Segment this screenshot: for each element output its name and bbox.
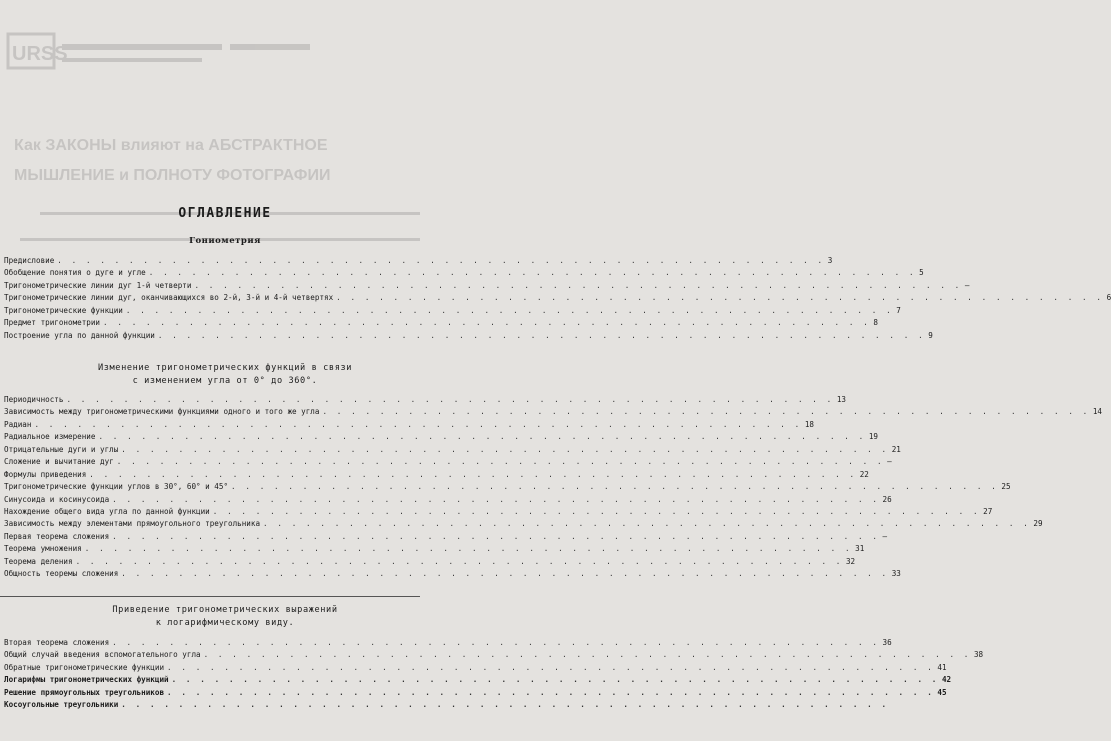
section-divider [0,596,420,597]
toc-entry-title: Радиальное измерение [4,432,96,442]
toc-entry-page: 21 [891,444,901,454]
toc-entry [4,292,1111,304]
toc-entry-title: Теорема умножения [4,544,82,554]
dot-leader: . . . . . . . . . . . . . . . . . . . . . . . . . . . . . . . . . . . . . . . . . . . . . . . . . . . . . . [112,531,880,541]
dot-leader: . . . . . . . . . . . . . . . . . . . . . . . . . . . . . . . . . . . . . . . . . . . . . . . . . . . . . . [263,519,1031,529]
toc-entry-page: 25 [1001,482,1011,492]
dot-leader: . . . . . . . . . . . . . . . . . . . . . . . . . . . . . . . . . . . . . . . . . . . . . . . . . . . . . . [89,469,857,479]
toc-entry-page: 41 [937,662,947,672]
toc-entry [4,649,984,661]
toc-entry-page: 27 [983,506,993,516]
ghost-logo: URSS [12,43,68,65]
toc-entry [4,406,1103,418]
dot-leader: . . . . . . . . . . . . . . . . . . . . . . . . . . . . . . . . . . . . . . . . . . . . . . . . . . . . . . [157,330,926,340]
section-heading-line: с изменением угла от 0° до 360°. [132,376,318,386]
toc-entry [4,280,970,292]
toc-title: ОГЛАВЛЕНИЕ [178,206,272,221]
toc-entry-page: 38 [973,650,984,660]
toc-entry-title: Зависимость между тригонометрическими функциями одного и того же угла [4,407,320,417]
toc-entry [4,518,1043,530]
dot-leader: . . . . . . . . . . . . . . . . . . . . . . . . . . . . . . . . . . . . . . . . . . . . . . . . . . . . . . [203,650,971,660]
ghost-line-1: Как ЗАКОНЫ влияют на АБСТРАКТНОЕ [14,137,328,154]
dot-leader: . . . . . . . . . . . . . . . . . . . . . . . . . . . . . . . . . . . . . . . . . . . . . . . . . . . . . . [212,506,981,516]
dot-leader: . . . . . . . . . . . . . . . . . . . . . . . . . . . . . . . . . . . . . . . . . . . . . . . . . . . . . . [121,700,889,710]
toc-subtitle: Гониометрия [189,236,261,246]
toc-entry [4,568,901,580]
toc-entry-title: Радиан [4,419,32,429]
toc-entry-page: 45 [937,687,947,697]
toc-section-1 [4,255,1111,342]
toc-entry [4,556,856,568]
toc-entry [4,317,878,329]
toc-entry-title: Тригонометрические линии дуг 1-й четверти [4,280,192,290]
dot-leader: . . . . . . . . . . . . . . . . . . . . . . . . . . . . . . . . . . . . . . . . . . . . . . . . . . . . . . [121,569,889,579]
toc-entry [4,305,901,317]
dot-leader: . . . . . . . . . . . . . . . . . . . . . . . . . . . . . . . . . . . . . . . . . . . . . . . . . . . . . . [98,432,866,442]
section-heading-line: к логарифмическому виду. [155,618,295,628]
toc-entry-page: 26 [882,494,892,504]
toc-entry [4,481,1011,493]
toc-entry-title: Периодичность [4,395,64,404]
toc-entry-title: Предисловие [4,256,55,265]
toc-entry [4,637,892,649]
dot-leader: . . . . . . . . . . . . . . . . . . . . . . . . . . . . . . . . . . . . . . . . . . . . . . . . . . . . . . [34,419,802,429]
dot-leader: . . . . . . . . . . . . . . . . . . . . . . . . . . . . . . . . . . . . . . . . . . . . . . . . . . . . . . [66,395,834,404]
toc-entry-page: 5 [919,268,924,278]
dot-leader: . . . . . . . . . . . . . . . . . . . . . . . . . . . . . . . . . . . . . . . . . . . . . . . . . . . . . . [148,268,917,278]
toc-entry-page: 8 [873,318,878,328]
toc-entry-page: 13 [836,395,846,404]
dot-leader: . . . . . . . . . . . . . . . . . . . . . . . . . . . . . . . . . . . . . . . . . . . . . . . . . . . . . . [336,293,1104,303]
toc-section-2 [4,394,1103,581]
dot-leader: . . . . . . . . . . . . . . . . . . . . . . . . . . . . . . . . . . . . . . . . . . . . . . . . . . . . . . [167,662,935,672]
ghost-line-2: МЫШЛЕНИЕ и ПОЛНОТУ ФОТОГРАФИИ [14,167,331,184]
toc-entry-title: Обобщение понятия о дуге и угле [4,268,146,278]
toc-section-2-heading [0,362,450,388]
dot-leader: . . . . . . . . . . . . . . . . . . . . . . . . . . . . . . . . . . . . . . . . . . . . . . . . . . . . . . [112,494,880,504]
toc-entry [4,531,888,543]
toc-entry-page: 9 [928,330,933,340]
dot-leader: . . . . . . . . . . . . . . . . . . . . . . . . . . . . . . . . . . . . . . . . . . . . . . . . . . . . . . [116,457,885,467]
toc-entry-page: — [964,280,970,290]
toc-entry [4,687,947,699]
dot-leader: . . . . . . . . . . . . . . . . . . . . . . . . . . . . . . . . . . . . . . . . . . . . . . . . . . . . . . [171,675,939,685]
dot-leader: . . . . . . . . . . . . . . . . . . . . . . . . . . . . . . . . . . . . . . . . . . . . . . . . . . . . . . [194,280,962,290]
toc-entry-title: Теорема деления [4,556,73,566]
toc-entry [4,444,901,456]
dot-leader: . . . . . . . . . . . . . . . . . . . . . . . . . . . . . . . . . . . . . . . . . . . . . . . . . . . . . . [121,444,889,454]
toc-entry-title: Зависимость между элементами прямоугольного треугольника [4,519,261,529]
toc-entry-page: 22 [859,469,869,479]
toc-entry [4,674,952,686]
toc-entry-page: 33 [891,569,901,579]
toc-entry [4,330,933,342]
dot-leader: . . . . . . . . . . . . . . . . . . . . . . . . . . . . . . . . . . . . . . . . . . . . . . . . . . . . . . [103,318,871,328]
dot-leader: . . . . . . . . . . . . . . . . . . . . . . . . . . . . . . . . . . . . . . . . . . . . . . . . . . . . . . [231,482,999,492]
toc-entry-page: — [887,457,892,467]
section-heading-line: Приведение тригонометрических выражений [112,605,338,615]
toc-entry [4,431,878,443]
toc-entry-page: 36 [882,638,892,647]
toc-entry-page: 29 [1033,519,1043,529]
toc-entry-title: Первая теорема сложения [4,531,110,541]
toc-section-3 [4,637,984,712]
toc-entry-page: 3 [827,256,833,265]
toc-entry [4,662,947,674]
section-heading-line: Изменение тригонометрических функций в связи [97,363,353,373]
toc-entry-page: 19 [868,432,878,442]
toc-entry-page: 31 [855,544,865,554]
toc-entry-title: Формулы приведения [4,469,87,479]
toc-entry-title: Синусоида и косинусоида [4,494,110,504]
dot-leader: . . . . . . . . . . . . . . . . . . . . . . . . . . . . . . . . . . . . . . . . . . . . . . . . . . . . . . [167,687,935,697]
toc-entry [4,255,833,267]
toc-entry-title: Косоугольные треугольники [4,700,119,710]
dot-leader: . . . . . . . . . . . . . . . . . . . . . . . . . . . . . . . . . . . . . . . . . . . . . . . . . . . . . . [125,305,894,315]
toc-entry-title: Обратные тригонометрические функции [4,662,165,672]
toc-entry-title: Нахождение общего вида угла по данной функции [4,506,210,516]
toc-entry-title: Тригонометрические линии дуг, оканчивающихся во 2-й, 3-й и 4-й четвертях [4,293,334,303]
toc-entry-title: Вторая теорема сложения [4,638,110,647]
toc-section-3-heading [0,604,450,630]
toc-entry-title: Общий случай введения вспомогательного угла [4,650,201,660]
toc-entry [4,456,892,468]
toc-entry [4,506,993,518]
toc-entry-page: — [882,531,888,541]
toc-entry-title: Решение прямоугольных треугольников [4,687,165,697]
toc-entry [4,394,846,406]
toc-entry-page: 7 [896,305,901,315]
dot-leader: . . . . . . . . . . . . . . . . . . . . . . . . . . . . . . . . . . . . . . . . . . . . . . . . . . . . . . [112,638,880,647]
toc-entry-page: 14 [1092,407,1103,417]
dot-leader: . . . . . . . . . . . . . . . . . . . . . . . . . . . . . . . . . . . . . . . . . . . . . . . . . . . . . . [84,544,853,554]
toc-entry-page: 42 [941,675,952,685]
toc-entry-title: Сложение и вычитание дуг [4,457,114,467]
toc-entry-title: Построение угла по данной функции [4,330,155,340]
toc-entry-page: 32 [845,556,856,566]
toc-entry-title: Предмет тригонометрии [4,318,101,328]
toc-entry [4,419,814,431]
toc-entry-page: 18 [804,419,814,429]
toc-entry [4,494,892,506]
toc-entry-title: Тригонометрические функции [4,305,123,315]
toc-entry-title: Логарифмы тригонометрических функций [4,675,169,685]
toc-entry [4,267,924,279]
toc-entry [4,469,869,481]
toc-entry [4,699,889,711]
dot-leader: . . . . . . . . . . . . . . . . . . . . . . . . . . . . . . . . . . . . . . . . . . . . . . . . . . . . . . [57,256,825,265]
toc-entry-title: Общность теоремы сложения [4,569,119,579]
toc-entry-page: 6 [1106,293,1111,303]
toc-entry [4,543,865,555]
toc-entry-title: Отрицательные дуги и углы [4,444,119,454]
toc-entry-title: Тригонометрические функции углов в 30°, 60° и 45° [4,482,229,492]
dot-leader: . . . . . . . . . . . . . . . . . . . . . . . . . . . . . . . . . . . . . . . . . . . . . . . . . . . . . . [75,556,843,566]
dot-leader: . . . . . . . . . . . . . . . . . . . . . . . . . . . . . . . . . . . . . . . . . . . . . . . . . . . . . . [322,407,1090,417]
